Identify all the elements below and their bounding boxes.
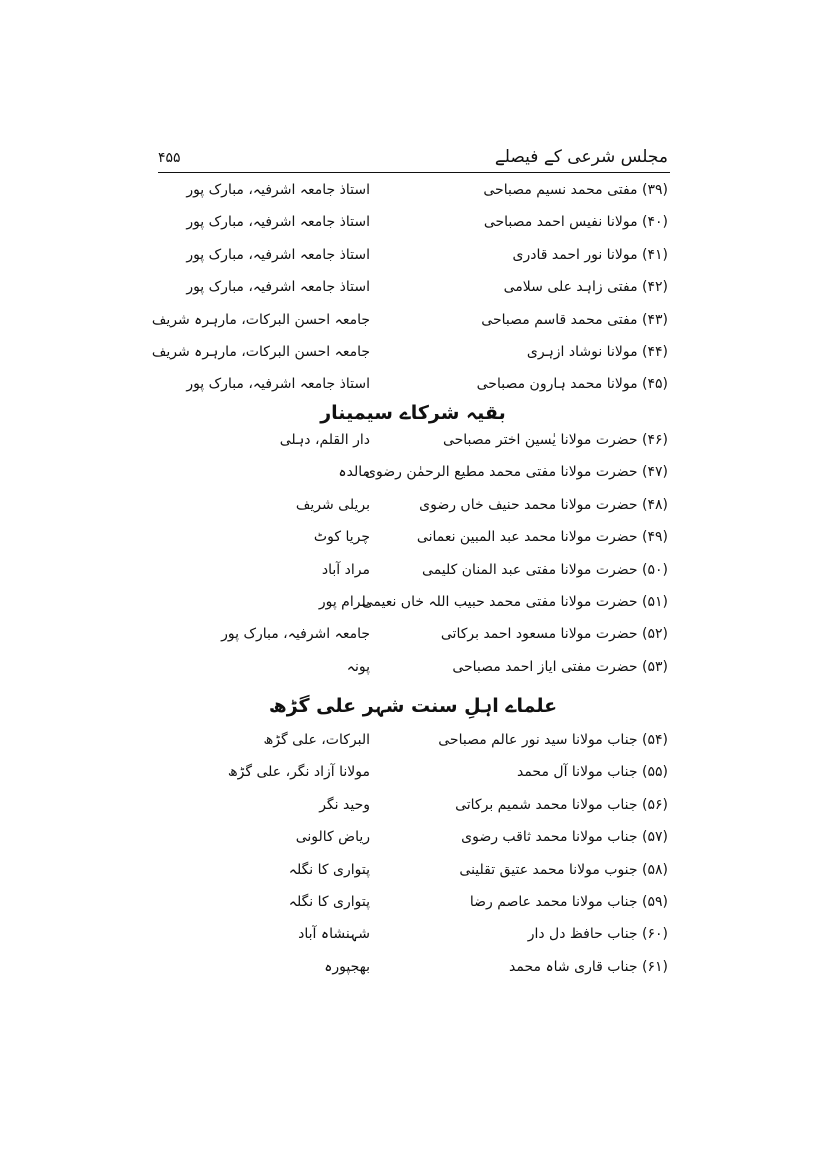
list-row — [0, 208, 826, 240]
participant-place: دار القلم، دہلی — [279, 432, 370, 448]
list-row — [0, 620, 826, 652]
participant-name: (۵۷) جناب مولانا محمد ثاقب رضوی — [461, 829, 668, 846]
list-row — [0, 370, 826, 402]
participant-place: البرکات، علی گڑھ — [263, 732, 370, 748]
running-header-title: مجلس شرعی کے فیصلے — [494, 147, 668, 167]
list-row — [0, 338, 826, 370]
section-heading-seminar: بقیہ شرکاے سیمینار — [320, 402, 506, 424]
participant-name: (۴۴) مولانا نوشاد ازہری — [526, 343, 668, 360]
participant-name: (۶۱) جناب قاری شاہ محمد — [509, 958, 668, 975]
participant-name: (۵۵) جناب مولانا آل محمد — [516, 764, 668, 781]
list-row — [0, 856, 826, 888]
header-rule — [158, 172, 670, 173]
participant-place: استاذ جامعہ اشرفیہ، مبارک پور — [186, 376, 370, 393]
list-row — [0, 458, 826, 490]
participant-place: استاذ جامعہ اشرفیہ، مبارک پور — [186, 246, 370, 263]
participant-place: جامعہ احسن البرکات، مارہرہ شریف — [151, 311, 370, 328]
participant-name: (۵۰) حضرت مولانا مفتی عبد المنان کلیمی — [422, 561, 668, 578]
participant-name: (۴۷) حضرت مولانا مفتی محمد مطیع الرحمٰن رضوی — [365, 464, 668, 481]
list-row — [0, 176, 826, 208]
participants-list-2 — [0, 426, 826, 685]
list-row — [0, 758, 826, 790]
participant-place: بریلی شریف — [295, 496, 370, 513]
list-row — [0, 426, 826, 458]
list-row — [0, 241, 826, 273]
list-row — [0, 791, 826, 823]
participant-name: (۵۶) جناب مولانا محمد شمیم برکاتی — [455, 796, 668, 813]
participant-place: شہنشاہ آباد — [298, 926, 370, 943]
participant-name: (۴۲) مفتی زاہد علی سلامی — [503, 279, 668, 296]
section-heading-aligarh: علماے اہلِ سنت شہر علی گڑھ — [268, 695, 558, 717]
list-row — [0, 273, 826, 305]
list-row — [0, 556, 826, 588]
list-row — [0, 588, 826, 620]
list-row — [0, 888, 826, 920]
participant-name: (۴۳) مفتی محمد قاسم مصباحی — [481, 311, 668, 328]
participant-name: (۵۴) جناب مولانا سید نور عالم مصباحی — [438, 732, 668, 748]
list-row — [0, 306, 826, 338]
participant-place: چریا کوٹ — [313, 529, 370, 546]
participant-name: (۶۰) جناب حافظ دل دار — [527, 926, 668, 943]
participants-list-1 — [0, 176, 826, 403]
participant-place: ریاض کالونی — [295, 829, 370, 846]
participant-name: (۴۵) مولانا محمد ہارون مصباحی — [476, 376, 668, 393]
participant-name: (۳۹) مفتی محمد نسیم مصباحی — [483, 182, 668, 198]
participant-place: پتواری کا نگلہ — [288, 893, 370, 910]
participant-name: (۴۸) حضرت مولانا محمد حنیف خاں رضوی — [419, 496, 668, 513]
participant-name: (۵۲) حضرت مولانا مسعود احمد برکاتی — [440, 626, 668, 643]
list-row — [0, 726, 826, 758]
participant-name: (۴۱) مولانا نور احمد قادری — [512, 246, 668, 263]
participant-name: (۴۶) حضرت مولانا یٰسین اختر مصباحی — [442, 432, 668, 448]
participant-place: پونہ — [346, 658, 370, 675]
list-row — [0, 491, 826, 523]
list-row — [0, 653, 826, 685]
participant-place: مراد آباد — [321, 561, 370, 578]
page-number: ۴۵۵ — [158, 150, 181, 166]
participant-name: (۴۰) مولانا نفیس احمد مصباحی — [483, 214, 668, 231]
participants-list-3 — [0, 726, 826, 985]
participant-place: مولانا آزاد نگر، علی گڑھ — [227, 764, 370, 781]
participant-place: استاذ جامعہ اشرفیہ، مبارک پور — [186, 182, 370, 198]
participant-place: وحید نگر — [319, 796, 370, 813]
participant-place: پتواری کا نگلہ — [288, 861, 370, 878]
participant-place: بھجپورہ — [324, 958, 370, 975]
participant-name: (۵۹) جناب مولانا محمد عاصم رضا — [469, 893, 668, 910]
list-row — [0, 823, 826, 855]
participant-place: مالدہ — [338, 464, 370, 481]
participant-name: (۴۹) حضرت مولانا محمد عبد المبین نعمانی — [416, 529, 668, 546]
participant-place: جامعہ اشرفیہ، مبارک پور — [221, 626, 370, 643]
participant-place: بلرام پور — [318, 593, 370, 610]
list-row — [0, 523, 826, 555]
participant-name: (۵۳) حضرت مفتی ایاز احمد مصباحی — [452, 658, 668, 675]
participant-place: استاذ جامعہ اشرفیہ، مبارک پور — [186, 214, 370, 231]
list-row — [0, 920, 826, 952]
participant-place: جامعہ احسن البرکات، مارہرہ شریف — [151, 343, 370, 360]
participant-name: (۵۸) جنوب مولانا محمد عتیق تقلینی — [459, 861, 668, 878]
participant-name: (۵۱) حضرت مولانا مفتی محمد حبیب اللہ خاں نعیمی — [361, 593, 668, 610]
list-row — [0, 953, 826, 985]
participant-place: استاذ جامعہ اشرفیہ، مبارک پور — [186, 279, 370, 296]
